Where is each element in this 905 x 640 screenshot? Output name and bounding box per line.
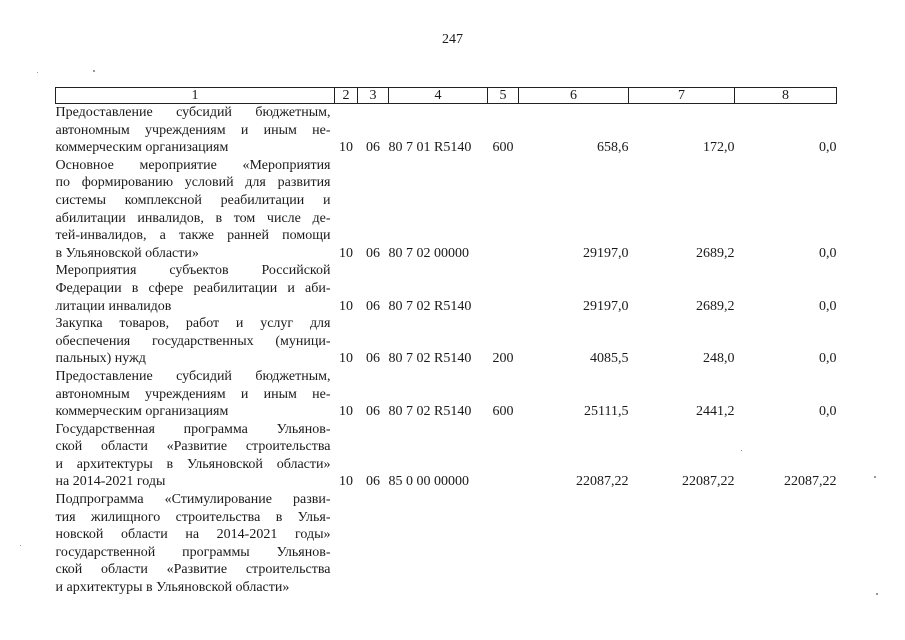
subsection-code: 06 <box>366 404 380 420</box>
amount-col-8: 0,0 <box>819 404 837 420</box>
target-article-code: 80 7 02 00000 <box>388 245 469 261</box>
subsection-code: 06 <box>366 140 380 156</box>
row-description <box>56 315 335 368</box>
amount-col-6: 29197,0 <box>583 245 629 261</box>
expense-type-code <box>488 262 519 315</box>
expense-type-code: 600 <box>492 404 514 420</box>
description-line: Подпрограмма «Стимулирование разви- <box>55 492 331 508</box>
amount-col-7: 2441,2 <box>696 404 735 420</box>
expense-type-code: 600 <box>492 140 514 156</box>
scan-speck <box>20 545 21 546</box>
subsection-code: 06 <box>366 351 380 367</box>
col-header-3: 3 <box>358 88 389 104</box>
description-line: в Ульяновской области» <box>55 245 199 261</box>
expense-type-code <box>488 491 519 597</box>
col-header-7: 7 <box>629 88 735 104</box>
description-line: автономным учреждениям и иным не- <box>55 122 331 138</box>
expense-type-code <box>488 421 519 491</box>
description-line: новской области на 2014-2021 годы» <box>55 527 331 543</box>
description-line: Федерации в сфере реабилитации и аби- <box>55 280 331 296</box>
description-line: тей-инвалидов, а также ранней помощи <box>55 228 331 244</box>
table-row <box>56 368 837 421</box>
row-description <box>56 157 335 263</box>
description-line: ской области «Развитие строительства <box>55 562 331 578</box>
description-line: автономным учреждениям и иным не- <box>55 386 331 402</box>
description-line: ской области «Развитие строительства <box>55 439 331 455</box>
expense-type-code <box>488 157 519 263</box>
amount-col-8: 22087,22 <box>784 474 837 490</box>
description-line: Закупка товаров, работ и услуг для <box>55 316 331 332</box>
amount-col-7: 2689,2 <box>696 298 735 314</box>
section-code <box>335 491 358 597</box>
col-header-6: 6 <box>519 88 629 104</box>
amount-col-8: 0,0 <box>819 245 837 261</box>
description-line: Предоставление субсидий бюджетным, <box>55 105 331 120</box>
description-line: и архитектуры в Ульяновской области» <box>55 456 331 472</box>
description-line: литации инвалидов <box>55 298 172 314</box>
description-line: государственной программы Ульянов- <box>55 544 331 560</box>
header-row <box>56 88 837 104</box>
section-code: 10 <box>339 298 353 314</box>
amount-col-8: 0,0 <box>819 298 837 314</box>
amount-col-6: 25111,5 <box>584 404 629 420</box>
amount-col-8: 0,0 <box>819 140 837 156</box>
description-line: и архитектуры в Ульяновской области» <box>55 580 290 596</box>
description-line: системы комплексной реабилитации и <box>55 192 331 208</box>
table-row <box>56 315 837 368</box>
description-line: пальных) нужд <box>55 351 146 367</box>
description-line: Предоставление субсидий бюджетным, <box>55 368 331 384</box>
description-line: Государственная программа Ульянов- <box>55 421 331 437</box>
description-line: на 2014-2021 годы <box>55 474 166 490</box>
description-line: абилитации инвалидов, в том числе де- <box>55 210 331 226</box>
amount-col-7: 248,0 <box>703 351 735 367</box>
col-header-4: 4 <box>389 88 488 104</box>
subsection-code <box>358 491 389 597</box>
target-article-code: 80 7 02 R5140 <box>388 351 472 367</box>
scan-speck <box>874 476 876 478</box>
amount-col-6: 22087,22 <box>576 474 629 490</box>
target-article-code: 80 7 02 R5140 <box>388 298 472 314</box>
section-code: 10 <box>339 245 353 261</box>
table-row <box>56 262 837 315</box>
amount-col-7 <box>629 491 735 597</box>
description-line: тия жилищного строительства в Улья- <box>55 509 331 525</box>
table-row <box>56 421 837 491</box>
col-header-1: 1 <box>56 88 335 104</box>
section-code: 10 <box>339 474 353 490</box>
scan-speck <box>93 70 95 72</box>
table-row <box>56 104 837 157</box>
section-code: 10 <box>339 404 353 420</box>
description-line: Основное мероприятие «Мероприятия <box>55 157 331 173</box>
col-header-5: 5 <box>488 88 519 104</box>
amount-col-6 <box>519 491 629 597</box>
row-description <box>56 262 335 315</box>
description-line: Мероприятия субъектов Российской <box>55 263 331 279</box>
amount-col-7: 2689,2 <box>696 245 735 261</box>
row-description <box>56 491 335 597</box>
description-line: обеспечения государственных (муници- <box>55 333 331 349</box>
subsection-code: 06 <box>366 474 380 490</box>
page-number: 247 <box>442 32 463 47</box>
section-code: 10 <box>339 351 353 367</box>
row-description <box>56 368 335 421</box>
scan-speck <box>741 450 742 451</box>
description-line: коммерческим организациям <box>55 404 229 420</box>
description-line: коммерческим организациям <box>55 140 229 156</box>
amount-col-8 <box>735 491 837 597</box>
table-body <box>56 104 837 597</box>
section-code: 10 <box>339 140 353 156</box>
subsection-code: 06 <box>366 298 380 314</box>
col-header-2: 2 <box>335 88 358 104</box>
amount-col-6: 29197,0 <box>583 298 629 314</box>
description-line: по формированию условий для развития <box>55 175 331 191</box>
budget-table <box>55 87 837 597</box>
row-description <box>56 421 335 491</box>
target-article-code: 80 7 01 R5140 <box>388 140 472 156</box>
scan-speck <box>876 593 878 595</box>
target-article-code: 80 7 02 R5140 <box>388 404 472 420</box>
scan-speck <box>37 72 38 73</box>
amount-col-8: 0,0 <box>819 351 837 367</box>
col-header-8: 8 <box>735 88 837 104</box>
amount-col-7: 22087,22 <box>682 474 735 490</box>
table-row <box>56 157 837 263</box>
target-article-code <box>389 491 488 597</box>
expense-type-code: 200 <box>492 351 514 367</box>
amount-col-6: 658,6 <box>597 140 629 156</box>
amount-col-7: 172,0 <box>703 140 735 156</box>
table-row <box>56 491 837 597</box>
amount-col-6: 4085,5 <box>590 351 629 367</box>
subsection-code: 06 <box>366 245 380 261</box>
row-description <box>56 104 335 157</box>
target-article-code: 85 0 00 00000 <box>388 474 469 490</box>
